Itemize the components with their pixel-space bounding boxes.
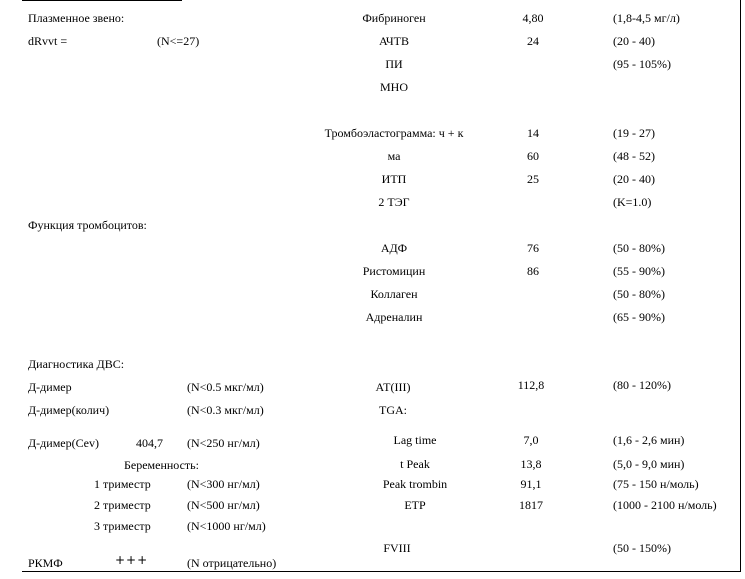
- ma-range: (48 - 52): [613, 149, 655, 163]
- etp-range: (1000 - 2100 н/моль): [613, 498, 717, 512]
- dic-header: Диагностика ДВС:: [28, 357, 125, 371]
- d-dimer-q-norm: (N<0.3 мкг/мл): [187, 403, 264, 417]
- trimester-2-norm: (N<500 нг/мл): [187, 498, 260, 512]
- etp-value: 1817: [519, 498, 543, 512]
- drvvt-label: dRvvt =: [28, 34, 68, 48]
- rkmf-norm: (N отрицательно): [187, 556, 277, 570]
- fibrinogen-value: 4,80: [522, 11, 544, 25]
- d-dimer-label: Д-димер: [28, 380, 72, 394]
- trimester-2-label: 2 триместр: [94, 498, 151, 512]
- fviii-name: FVIII: [383, 541, 411, 555]
- adp-value: 76: [527, 241, 539, 255]
- fviii-range: (50 - 150%): [613, 541, 671, 555]
- teg-range: (19 - 27): [613, 126, 655, 140]
- plasma-header: Плазменное звено:: [28, 11, 125, 25]
- d-dimer-cev-value: 404,7: [136, 436, 163, 450]
- drvvt-norm: (N<=27): [157, 34, 200, 48]
- lag-time-name: Lag time: [393, 433, 437, 447]
- itp-range: (20 - 40): [613, 172, 655, 186]
- t-peak-name: t Peak: [400, 457, 430, 471]
- lag-time-range: (1,6 - 2,6 мин): [613, 433, 685, 447]
- adp-name: АДФ: [380, 241, 408, 255]
- ma-name: ма: [387, 149, 401, 163]
- aptt-name: АЧТВ: [379, 34, 409, 48]
- d-dimer-cev-label: Д-димер(Cev): [28, 436, 99, 450]
- pi-range: (95 - 105%): [613, 57, 671, 71]
- peak-thrombin-name: Peak trombin: [382, 477, 448, 491]
- teg-value: 14: [527, 126, 539, 140]
- ristocetin-name: Ристомицин: [362, 264, 426, 278]
- at3-value: 112,8: [517, 378, 545, 392]
- trimester-1-norm: (N<300 нг/мл): [187, 477, 260, 491]
- d-dimer-q-label: Д-димер(колич): [28, 403, 110, 417]
- pregnancy-label: Беременность:: [124, 458, 199, 472]
- t-peak-range: (5,0 - 9,0 мин): [613, 457, 685, 471]
- tga-label: TGA:: [379, 403, 407, 417]
- aptt-range: (20 - 40): [613, 34, 655, 48]
- t-peak-value: 13,8: [520, 457, 542, 471]
- adrenaline-name: Адреналин: [365, 310, 423, 324]
- lag-time-value: 7,0: [523, 433, 539, 447]
- pi-name: ПИ: [385, 57, 403, 71]
- adp-range: (50 - 80%): [613, 241, 665, 255]
- peak-thrombin-value: 91,1: [520, 477, 542, 491]
- inr-name: МНО: [379, 80, 409, 94]
- aptt-value: 24: [527, 34, 539, 48]
- at3-name: АТ(III): [375, 380, 411, 394]
- ma-value: 60: [527, 149, 539, 163]
- teg-name: Тромбоэластограмма: ч + к: [324, 126, 464, 140]
- rkmf-value: +++: [115, 553, 149, 567]
- teg2-name: 2 ТЭГ: [378, 195, 410, 209]
- ristocetin-value: 86: [527, 264, 539, 278]
- itp-name: ИТП: [381, 172, 407, 186]
- ristocetin-range: (55 - 90%): [613, 264, 665, 278]
- fibrinogen-name: Фибриноген: [362, 11, 426, 25]
- d-dimer-cev-norm: (N<250 нг/мл): [187, 436, 260, 450]
- top-border: [22, 0, 182, 1]
- peak-thrombin-range: (75 - 150 н/моль): [613, 477, 699, 491]
- collagen-name: Коллаген: [370, 287, 418, 301]
- adrenaline-range: (65 - 90%): [613, 310, 665, 324]
- itp-value: 25: [527, 172, 539, 186]
- fibrinogen-range: (1,8-4,5 мг/л): [613, 11, 680, 25]
- collagen-range: (50 - 80%): [613, 287, 665, 301]
- teg2-range: (K=1.0): [613, 195, 652, 209]
- platelets-header: Функция тромбоцитов:: [28, 218, 147, 232]
- trimester-3-norm: (N<1000 нг/мл): [187, 519, 266, 533]
- rkmf-label: РКМФ: [28, 556, 63, 570]
- at3-range: (80 - 120%): [613, 378, 671, 392]
- trimester-3-label: 3 триместр: [94, 519, 151, 533]
- etp-name: ETP: [404, 498, 426, 512]
- trimester-1-label: 1 триместр: [94, 477, 151, 491]
- d-dimer-norm: (N<0.5 мкг/мл): [187, 380, 264, 394]
